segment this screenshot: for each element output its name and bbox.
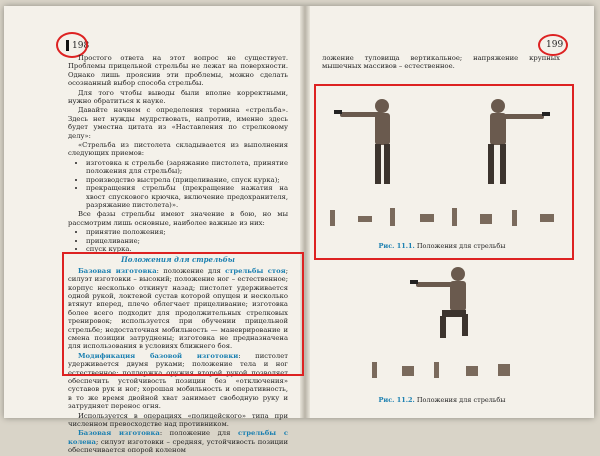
term: Базовая изготовка xyxy=(78,429,160,438)
bullet-list xyxy=(68,228,288,253)
list-item: • изготовка к стрельбе (заряжание пистолета, принятие положения для стрельбы); xyxy=(86,159,288,176)
list-item: • прицеливание; xyxy=(86,237,288,245)
term: стрельбы с колена xyxy=(68,429,288,446)
annotation-box xyxy=(62,252,304,376)
list-item: • производство выстрела (прицеливание, спуск курка); xyxy=(86,176,288,184)
paragraph: «Стрельба из пистолета складывается из выполнения следующих приемов: xyxy=(68,141,288,158)
page-number-annotation-circle xyxy=(538,34,568,56)
pose-thumbnails xyxy=(330,208,554,226)
paragraph: Давайте начнем с определения термина «стрельба». Здесь нет нужды мудрствовать, напротив, именно здесь будет уместна цитата из «Наставления по стрелковому делу»: xyxy=(68,106,288,140)
pose-thumbnails xyxy=(372,362,510,378)
figure-caption: Рис. 11.2. Положения для стрельбы xyxy=(378,396,506,404)
page-number-right: 199 xyxy=(546,40,564,50)
paragraph: Простого ответа на этот вопрос не существует. Проблемы прицельной стрельбы не лежат на поверхности. Однако лишь прояснив эти проблемы, можно сделать осознанный выбор способа стрельбы. xyxy=(68,54,288,88)
shooter-standing-one-hand xyxy=(334,99,390,184)
term: стрельбы стоя xyxy=(225,266,286,275)
term: Модификация базовой изготовки xyxy=(78,351,239,360)
figure-11-1 xyxy=(320,88,564,238)
paragraph: Все фазы стрельбы имеют значение в бою, но мы рассмотрим лишь основные, наиболее важные из них: xyxy=(68,210,288,227)
paragraph: Базовая изготовка: положение для стрельбы с колена; силуэт изготовки – средняя, устойчивость позиции обеспечивается опорой коленом xyxy=(68,429,288,455)
right-page-running-text: ложение туловища вертикальное; напряжение крупных мышечных массивов – естественное. xyxy=(322,54,560,71)
page-number-left: 198 xyxy=(66,40,89,51)
list-item: • спуск курка. xyxy=(86,245,288,253)
paragraph: Модификация базовой изготовки: пистолет удерживается двумя руками; положение тела и ног естественное; поддержка оружия второй рукой позволяет обеспечить устойчивость позиции без «отключения» суставов рук и ног; хорошая мобильность и оперативность, в то же время двойной хват занимает свободную руку и затрудняет перенос огня. xyxy=(68,351,288,411)
list-item: • принятие положения; xyxy=(86,228,288,236)
paragraph: Базовая изготовка: положение для стрельбы стоя; силуэт изготовки – высокий; положение ног – естественное; корпус несколько откинут назад; пистолет удерживается одной рукой, локтевой сустав которой опущен и несколько втянут вперед, плечо облегчает прицеливание; изготовка более всего подходит для продолжительных стрелковых тренировок; используется при обучении прицельной стрельбе; недостаточная мобильность — маневрирование и смена позиции затруднены; изготовка не предназначена для использования в условиях ближнего боя. xyxy=(68,266,288,351)
paragraph: Для того чтобы выводы были вполне корректными, нужно обратиться к науке. xyxy=(68,88,288,106)
bullet-list xyxy=(68,159,288,209)
book-spread xyxy=(4,6,594,455)
list-item: • прекращения стрельбы (прекращение нажатия на хвост спускового крючка, включение предохранителя, разряжание пистолета)». xyxy=(86,184,288,209)
figure-caption: Рис. 11.1. Положения для стрельбы xyxy=(378,242,506,250)
right-page xyxy=(310,6,594,418)
paragraph: Используется в операциях «полицейского» типа при численном превосходстве над противником. xyxy=(68,411,288,429)
kneeling-shooter-photo xyxy=(320,262,564,390)
left-page xyxy=(4,6,300,455)
term: Базовая изготовка xyxy=(78,266,157,275)
shooter-standing-two-hands xyxy=(488,99,550,184)
figure-11-2 xyxy=(320,262,564,390)
shooter-photos xyxy=(320,88,564,238)
section-heading: Положения для стрельбы xyxy=(121,255,235,265)
shooter-kneeling xyxy=(410,267,468,338)
